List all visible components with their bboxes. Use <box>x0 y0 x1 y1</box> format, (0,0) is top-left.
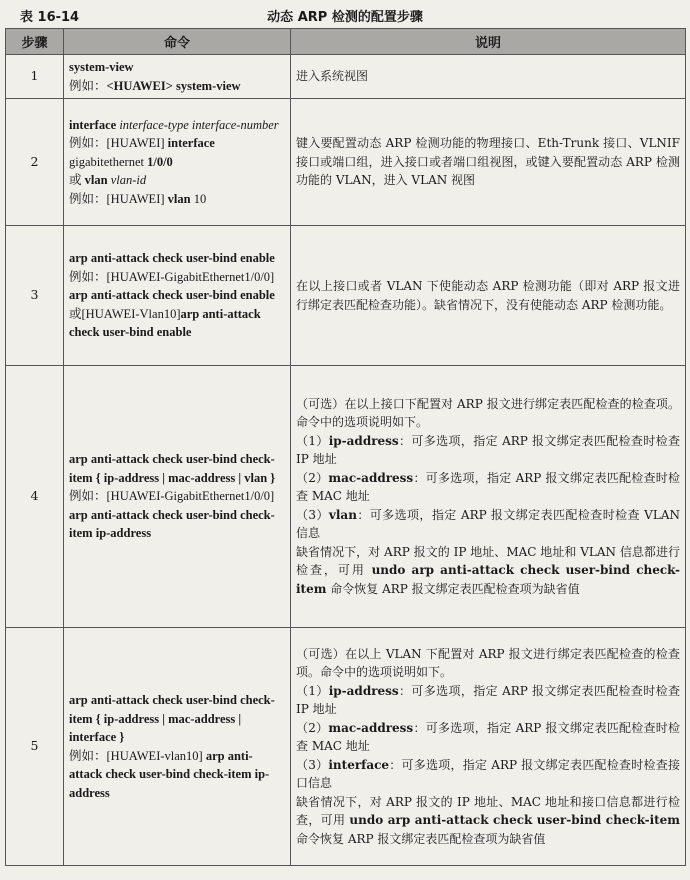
example-label: 例如： <box>69 269 107 284</box>
description-cell <box>291 366 686 628</box>
or-label: 或 <box>69 306 82 321</box>
example-label: 例如： <box>69 136 107 151</box>
command-keyword: vlan <box>167 191 191 206</box>
table-row <box>6 99 686 226</box>
command-argument: vlan-id <box>110 173 147 188</box>
command-keyword: 1/0/0 <box>147 154 173 169</box>
example-label: 例如： <box>69 191 107 206</box>
option-number: （2） <box>296 470 329 485</box>
command-cell <box>64 366 291 628</box>
command-keyword: interface <box>69 117 117 132</box>
prompt-text: [HUAWEI-vlan10] <box>106 748 206 763</box>
command-text: 10 <box>190 191 207 206</box>
option-keyword: ip-address <box>328 683 399 698</box>
option-text: ：可多选项，指定 ARP 报文绑定表匹配检查时检查 IP 地址 <box>296 683 680 717</box>
command-text: gigabitethernet <box>69 154 148 169</box>
option-text: ：可多选项，指定 ARP 报文绑定表匹配检查时检查 MAC 地址 <box>296 470 680 504</box>
or-label: 或 <box>69 173 85 188</box>
option-keyword: mac-address <box>328 470 414 485</box>
header-command: 命令 <box>64 29 291 55</box>
table-title: 动态 ARP 检测的配置步骤 <box>267 10 423 25</box>
option-keyword: ip-address <box>328 433 399 448</box>
command-cell <box>64 99 291 226</box>
description-cell: 进入系统视图 <box>291 55 686 99</box>
option-number: （3） <box>296 507 329 522</box>
option-text: ：可多选项，指定 ARP 报文绑定表匹配检查时检查 VLAN 信息 <box>296 507 680 541</box>
prompt-text: [HUAWEI-Vlan10] <box>81 306 181 321</box>
desc-intro: （可选）在以上 VLAN 下配置对 ARP 报文进行绑定表匹配检查的检查项。命令中的选项说明如下。 <box>296 646 680 680</box>
command-keyword: interface <box>167 136 215 151</box>
step-number: 5 <box>6 628 64 866</box>
option-number: （1） <box>296 683 329 698</box>
table-number: 表 16-14 <box>20 10 80 25</box>
example-label: 例如： <box>69 748 107 763</box>
command-keyword: arp anti-attack check user-bind check-item { ip-address | mac-address | vlan } <box>69 452 276 485</box>
option-number: （1） <box>296 433 329 448</box>
table-row <box>6 366 686 628</box>
description-cell: 键入要配置动态 ARP 检测功能的物理接口、Eth-Trunk 接口、VLNIF 接口或端口组，进入接口或者端口组视图，或键入要配置动态 ARP 检测功能的 VLAN，进入 VLAN 视图 <box>291 99 686 226</box>
step-number: 4 <box>6 366 64 628</box>
option-text: ：可多选项，指定 ARP 报文绑定表匹配检查时检查 IP 地址 <box>296 433 680 467</box>
undo-command: undo arp anti-attack check user-bind check-item <box>296 563 680 596</box>
command-example: <HUAWEI> system-view <box>106 78 241 93</box>
command-argument: interface-type interface-number <box>119 117 279 132</box>
default-text: 命令恢复 ARP 报文绑定表匹配检查项为缺省值 <box>296 831 546 846</box>
table-caption <box>0 6 690 26</box>
command-cell <box>64 628 291 866</box>
command-keyword: vlan <box>84 173 108 188</box>
command-keyword: arp anti-attack check user-bind enable <box>69 288 275 303</box>
option-text: ：可多选项，指定 ARP 报文绑定表匹配检查时检查接口信息 <box>296 757 681 791</box>
table-row <box>6 226 686 366</box>
prompt-text: [HUAWEI-GigabitEthernet1/0/0] <box>106 489 275 504</box>
command-keyword: arp anti-attack check user-bind check-item ip-address <box>69 748 270 800</box>
command-keyword: arp anti-attack check user-bind enable <box>69 306 261 340</box>
option-number: （2） <box>296 720 329 735</box>
desc-intro: （可选）在以上接口下配置对 ARP 报文进行绑定表匹配检查的检查项。命令中的选项说明如下。 <box>296 396 680 430</box>
command-keyword: arp anti-attack check user-bind check-item ip-address <box>69 507 275 541</box>
undo-command: undo arp anti-attack check user-bind check-item <box>349 813 680 828</box>
option-number: （3） <box>296 757 329 772</box>
description-cell: 在以上接口或者 VLAN 下使能动态 ARP 检测功能（即对 ARP 报文进行绑定表匹配检查功能）。缺省情况下，没有使能动态 ARP 检测功能。 <box>291 226 686 366</box>
command-keyword: system-view <box>69 60 134 74</box>
default-text: 命令恢复 ARP 报文绑定表匹配检查项为缺省值 <box>326 581 580 596</box>
option-keyword: mac-address <box>328 720 414 735</box>
option-keyword: interface <box>328 757 390 772</box>
config-steps-table <box>5 28 686 866</box>
example-label: 例如： <box>69 489 107 504</box>
step-number: 2 <box>6 99 64 226</box>
header-description: 说明 <box>291 29 686 55</box>
table-header-row <box>6 29 686 55</box>
step-number: 1 <box>6 55 64 99</box>
default-text: 缺省情况下，对 ARP 报文的 IP 地址、MAC 地址和 VLAN 信息都进行检查，可用 <box>296 544 680 578</box>
command-cell <box>64 226 291 366</box>
table-row <box>6 55 686 99</box>
table-row <box>6 628 686 866</box>
command-keyword: arp anti-attack check user-bind check-item { ip-address | mac-address | interface } <box>69 693 275 744</box>
prompt-text: [HUAWEI] <box>106 191 168 206</box>
description-cell <box>291 628 686 866</box>
step-number: 3 <box>6 226 64 366</box>
prompt-text: [HUAWEI-GigabitEthernet1/0/0] <box>106 269 275 284</box>
default-text: 缺省情况下，对 ARP 报文的 IP 地址、MAC 地址和接口信息都进行检查，可用 <box>296 794 680 828</box>
command-keyword: arp anti-attack check user-bind enable <box>69 251 275 266</box>
option-keyword: vlan <box>328 507 357 522</box>
header-step: 步骤 <box>6 29 64 55</box>
example-label: 例如： <box>69 78 107 93</box>
command-cell <box>64 55 291 99</box>
option-text: ：可多选项，指定 ARP 报文绑定表匹配检查时检查 MAC 地址 <box>296 720 680 754</box>
prompt-text: [HUAWEI] <box>106 136 168 151</box>
